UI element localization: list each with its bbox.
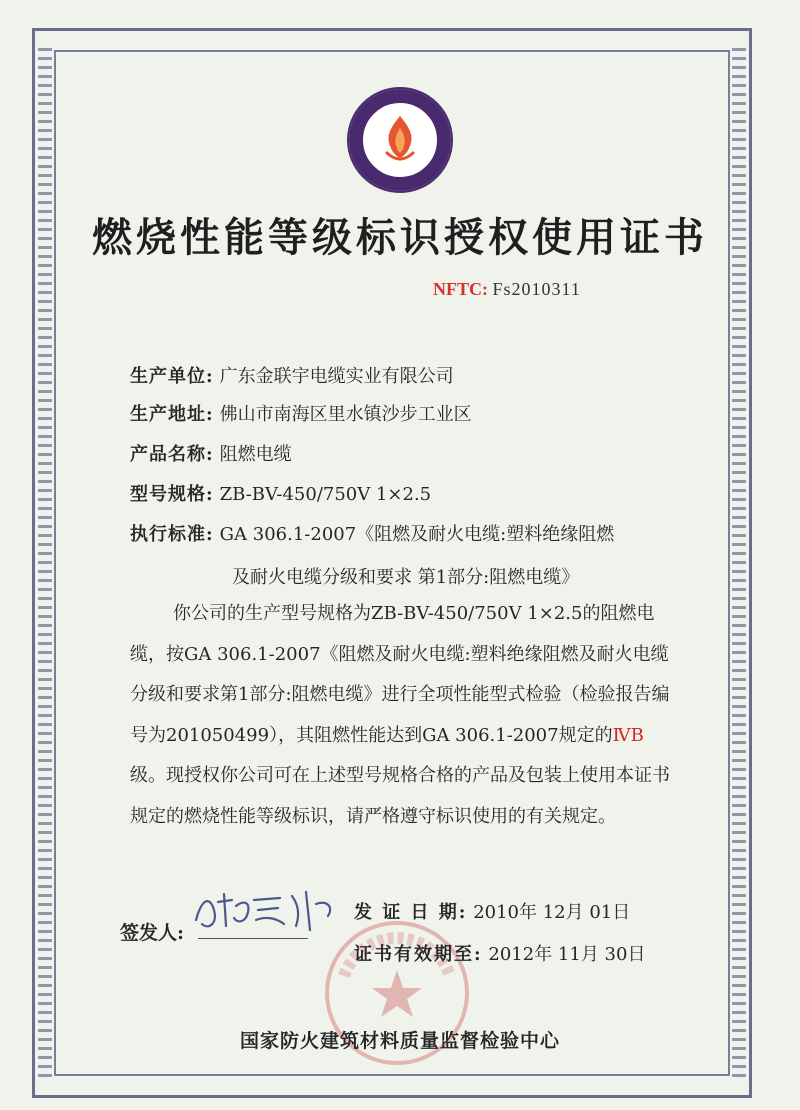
producer-value: 广东金联宇电缆实业有限公司 xyxy=(219,366,454,387)
grade-value: ⅣB xyxy=(612,724,644,746)
certificate-number xyxy=(433,279,581,300)
address-field xyxy=(130,400,472,426)
cert-number-value: Fs2010311 xyxy=(492,279,581,299)
model-label: 型号规格: xyxy=(130,484,214,505)
valid-until-row xyxy=(354,940,645,966)
producer-label: 生产单位: xyxy=(130,366,214,387)
standard-value: GA 306.1-2007《阻燃及耐火电缆:塑料绝缘阻燃 xyxy=(219,524,615,545)
issuing-organization: 国家防火建筑材料质量监督检验中心 xyxy=(239,1030,560,1052)
certificate-title: 燃烧性能等级标识授权使用证书 xyxy=(92,214,708,261)
address-value: 佛山市南海区里水镇沙步工业区 xyxy=(219,404,472,425)
standard-value-continued: 及耐火电缆分级和要求 第1部分:阻燃电缆》 xyxy=(232,567,580,588)
address-label: 生产地址: xyxy=(130,404,214,425)
standard-label: 执行标准: xyxy=(130,524,214,545)
signature-line xyxy=(198,938,308,939)
issuer-label: 签发人: xyxy=(120,922,185,944)
authorization-body xyxy=(130,594,675,837)
body-text-part1: 你公司的生产型号规格为ZB-BV-450/750V 1×2.5的阻燃电缆，按GA 306.1-2007《阻燃及耐火电缆:塑料绝缘阻燃及耐火电缆分级和要求第1部分:阻燃电缆》进行全项性能型式检验（检验报告编号为201050499），其阻燃性能达到GA 306.1-2007规定的 xyxy=(130,603,670,746)
valid-until-label: 证书有效期至: xyxy=(354,944,483,965)
product-label: 产品名称: xyxy=(130,444,214,465)
product-value: 阻燃电缆 xyxy=(219,444,292,465)
cert-number-label: NFTC: xyxy=(433,279,488,299)
issue-date-label: 发 证 日 期: xyxy=(354,902,468,923)
standard-field xyxy=(130,520,614,546)
issuer-signature xyxy=(188,880,348,944)
valid-until-value: 2012年 11月 30日 xyxy=(488,944,646,965)
product-field xyxy=(130,440,292,466)
model-field xyxy=(130,480,431,506)
producer-field xyxy=(130,362,454,388)
issue-date-row xyxy=(354,898,630,924)
issue-date-value: 2010年 12月 01日 xyxy=(473,902,631,923)
nftc-logo xyxy=(346,86,454,194)
body-text-part2: 级。现授权你公司可在上述型号规格合格的产品及包装上使用本证书规定的燃烧性能等级标识，请严格遵守标识使用的有关规定。 xyxy=(130,765,670,827)
model-value: ZB-BV-450/750V 1×2.5 xyxy=(219,484,432,505)
